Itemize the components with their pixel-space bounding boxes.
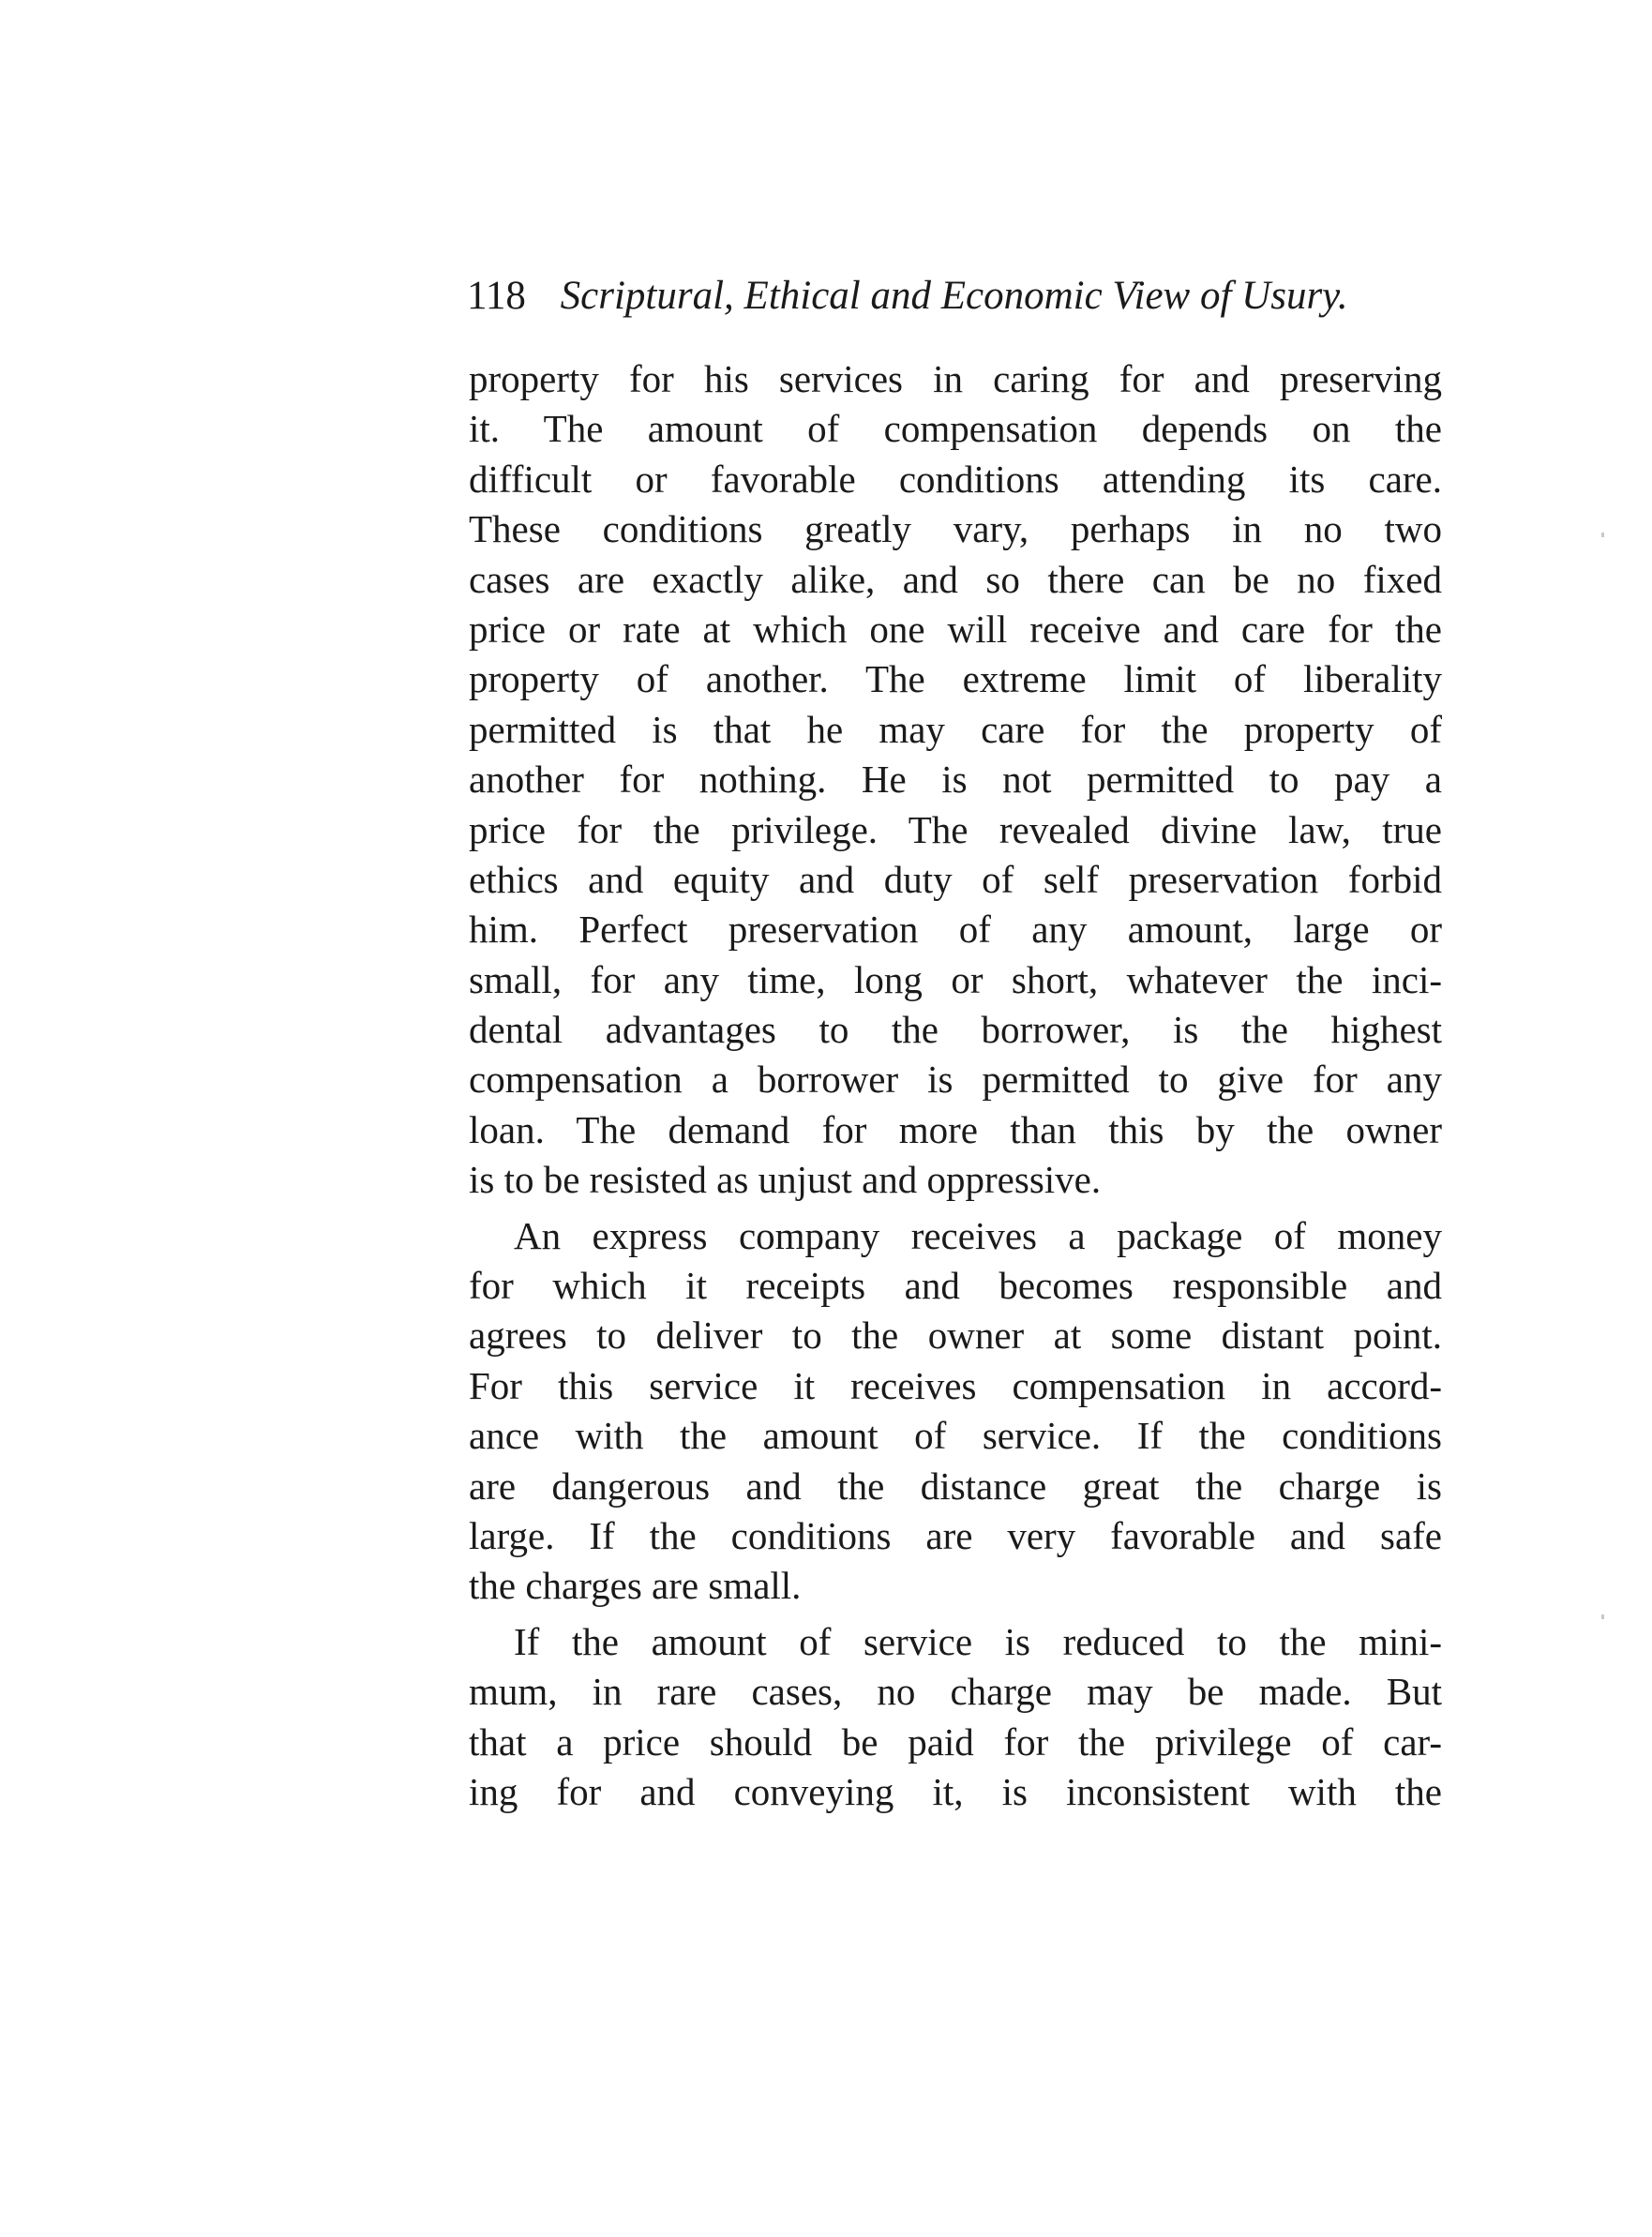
text-line: the charges are small. — [469, 1564, 802, 1608]
text-line: compensation a borrower is permitted to give for any — [469, 1058, 1442, 1102]
text-line: ance with the amount of service. If the conditions — [469, 1414, 1442, 1458]
text-line: property for his services in caring for and preserving — [469, 357, 1442, 400]
text-line: loan. The demand for more than this by the owner — [469, 1107, 1442, 1151]
text-line: ethics and equity and duty of self preservation forbid — [469, 857, 1442, 901]
text-line: that a price should be paid for the privilege of car- — [469, 1719, 1442, 1764]
text-line: price or rate at which one will receive and care for the — [469, 607, 1442, 651]
paragraph-1 — [469, 354, 1442, 1206]
text-line: mum, in rare cases, no charge may be made. But — [469, 1670, 1442, 1714]
text-line: ing for and conveying it, is inconsistent with the — [469, 1769, 1442, 1813]
paragraph-3 — [469, 1617, 1442, 1818]
running-title: Scriptural, Ethical and Economic View of Usury. — [560, 274, 1348, 318]
text-line: him. Perfect preservation of any amount, large or — [469, 908, 1442, 952]
text-line: it. The amount of compensation depends on the — [469, 407, 1442, 451]
text-line: For this service it receives compensation in accord- — [469, 1363, 1442, 1407]
paragraph-2 — [469, 1211, 1442, 1612]
scan-speck — [1601, 1614, 1604, 1619]
text-line: cases are exactly alike, and so there can be no fixed — [469, 557, 1442, 601]
text-line: small, for any time, long or short, whatever the inci- — [469, 957, 1442, 1001]
text-line: another for nothing. He is not permitted to pay a — [469, 758, 1442, 802]
scan-speck — [1601, 533, 1604, 537]
text-line: property of another. The extreme limit of liberality — [469, 657, 1442, 701]
text-line: large. If the conditions are very favorable and safe — [469, 1513, 1442, 1557]
text-line: An express company receives a package of money — [514, 1213, 1442, 1257]
page-number: 118 — [467, 274, 526, 318]
body-text — [469, 354, 1442, 1817]
text-line: are dangerous and the distance great the charge is — [469, 1464, 1442, 1508]
text-line: If the amount of service is reduced to the mini- — [514, 1619, 1442, 1663]
text-line: agrees to deliver to the owner at some distant point. — [469, 1314, 1442, 1358]
text-line: for which it receipts and becomes responsible and — [469, 1264, 1442, 1308]
text-line: permitted is that he may care for the property of — [469, 707, 1442, 751]
text-line: price for the privilege. The revealed divine law, true — [469, 807, 1442, 851]
text-line: is to be resisted as unjust and oppressive. — [469, 1158, 1102, 1202]
running-head — [467, 268, 1444, 324]
text-line: These conditions greatly vary, perhaps in no two — [469, 507, 1442, 551]
text-line: dental advantages to the borrower, is the highest — [469, 1008, 1442, 1052]
text-line: difficult or favorable conditions attending its care. — [469, 457, 1442, 501]
